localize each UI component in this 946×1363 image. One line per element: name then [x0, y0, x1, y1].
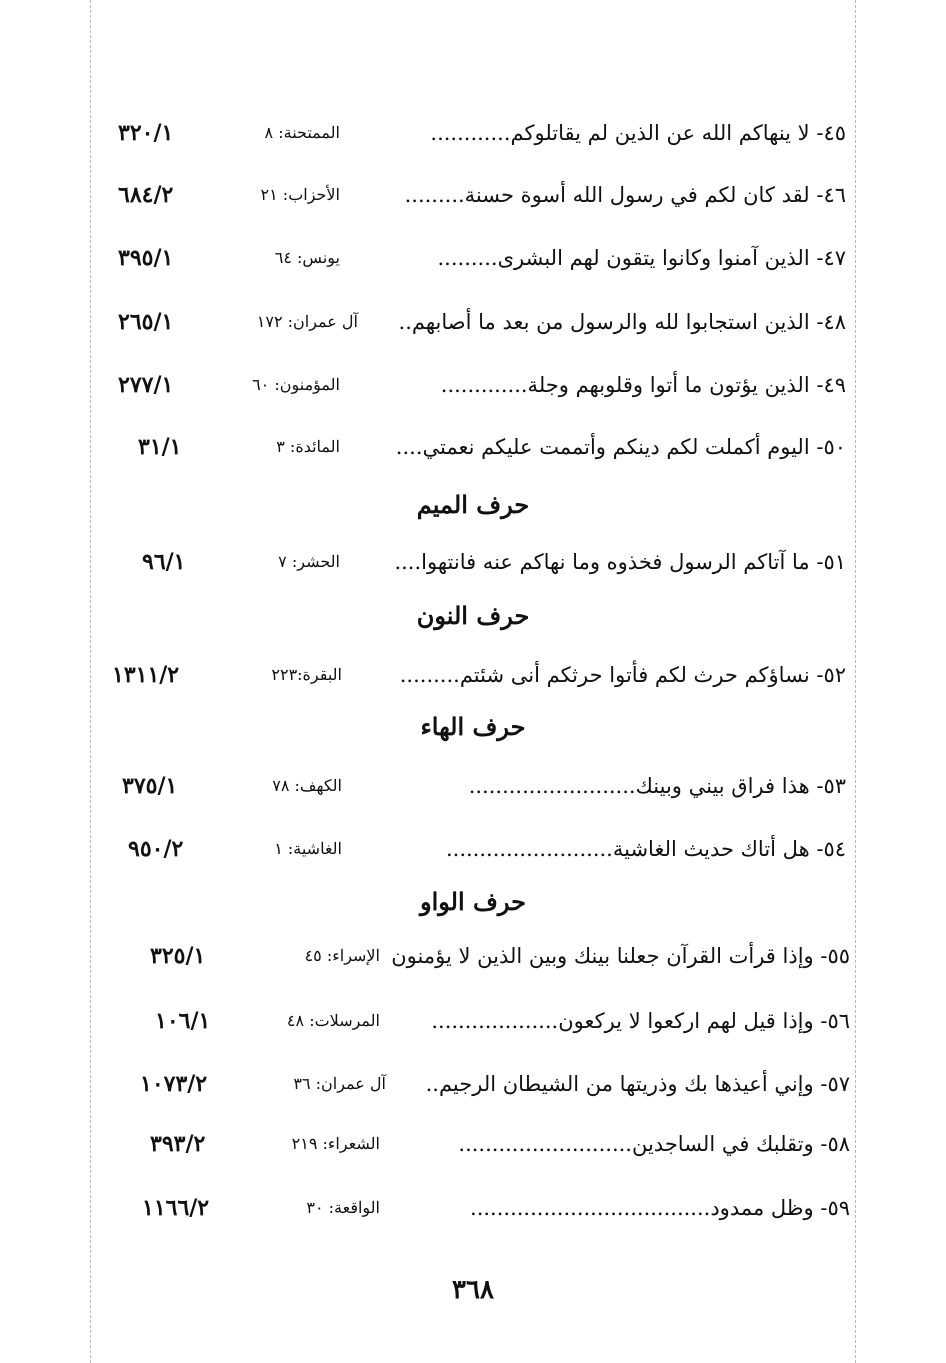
entry-text: ٤٥- لا ينهاكم الله عن الذين لم يقاتلوكم............: [430, 121, 846, 145]
entry-text: ٥٩- وظل ممدود....................................: [470, 1196, 850, 1220]
entry-text: ٤٦- لقد كان لكم في رسول الله أسوة حسنة.........: [404, 183, 846, 207]
entry-page: ٣٩٣/٢: [150, 1131, 206, 1157]
entry-reference: الإسراء: ٤٥: [304, 946, 380, 965]
entry-reference: الشعراء: ٢١٩: [291, 1134, 380, 1153]
entry-reference: المائدة: ٣: [276, 437, 340, 456]
entry-page: ٣١/١: [138, 434, 182, 460]
entry-reference: الكهف: ٧٨: [272, 776, 342, 795]
entry-text: ٥٥- وإذا قرأت القرآن جعلنا بينك وبين الذين لا يؤمنون: [391, 944, 850, 968]
index-entry: [0, 1188, 946, 1228]
entry-page: ٢٧٧/١: [118, 372, 174, 398]
index-entry: [0, 238, 946, 278]
entry-reference: يونس: ٦٤: [274, 248, 340, 267]
entry-page: ١٣١١/٢: [112, 662, 180, 688]
section-heading-ha: حرف الهاء: [420, 712, 526, 741]
entry-text: ٥٣- هذا فراق بيني وبينك.........................: [468, 774, 846, 798]
entry-text: ٥٦- وإذا قيل لهم اركعوا لا يركعون...................: [431, 1009, 850, 1033]
index-entry: [0, 427, 946, 467]
entry-reference: الممتحنة: ٨: [264, 123, 340, 142]
entry-text: ٥٤- هل أتاك حديث الغاشية.........................: [445, 837, 846, 861]
entry-reference: المرسلات: ٤٨: [286, 1011, 380, 1030]
entry-page: ٣٢٠/١: [118, 120, 174, 146]
index-entry: [0, 766, 946, 806]
page-number: ٣٦٨: [452, 1275, 494, 1305]
index-entry: [0, 175, 946, 215]
entry-text: ٥١- ما آتاكم الرسول فخذوه وما نهاكم عنه فانتهوا....: [394, 550, 846, 574]
entry-text: ٥٨- وتقلبك في الساجدين..........................: [458, 1132, 850, 1156]
entry-reference: الغاشية: ١: [274, 839, 342, 858]
section-heading-waw: حرف الواو: [420, 887, 526, 916]
entry-page: ٣٧٥/١: [122, 773, 178, 799]
index-entry: [0, 1064, 946, 1104]
entry-page: ١١٦٦/٢: [142, 1195, 210, 1221]
entry-reference: المؤمنون: ٦٠: [252, 375, 340, 394]
entry-page: ٢٦٥/١: [118, 309, 174, 335]
entry-page: ٩٦/١: [142, 549, 186, 575]
index-entry: [0, 829, 946, 869]
entry-page: ٣٩٥/١: [118, 245, 174, 271]
entry-page: ٦٨٤/٢: [118, 182, 174, 208]
entry-text: ٥٢- نساؤكم حرث لكم فأتوا حرثكم أنى شئتم.........: [399, 663, 846, 687]
section-heading-noon: حرف النون: [416, 601, 530, 630]
entry-page: ٩٥٠/٢: [128, 836, 184, 862]
entry-reference: الواقعة: ٣٠: [306, 1198, 380, 1217]
entry-text: ٥٧- وإني أعيذها بك وذريتها من الشيطان الرجيم..: [425, 1072, 850, 1096]
index-entry: [0, 1001, 946, 1041]
entry-reference: الحشر: ٧: [278, 552, 340, 571]
entry-text: ٤٩- الذين يؤتون ما أتوا وقلوبهم وجلة.............: [440, 373, 846, 397]
entry-text: ٤٨- الذين استجابوا لله والرسول من بعد ما أصابهم..: [398, 310, 846, 334]
entry-reference: الأحزاب: ٢١: [260, 185, 340, 204]
entry-reference: البقرة:٢٢٣: [271, 665, 342, 684]
index-entry: [0, 1124, 946, 1164]
entry-text: ٥٠- اليوم أكملت لكم دينكم وأتممت عليكم نعمتي....: [395, 435, 846, 459]
section-heading-meem: حرف الميم: [416, 490, 530, 519]
entry-reference: آل عمران: ٣٦: [293, 1074, 386, 1093]
index-entry: [0, 936, 946, 976]
index-entry: [0, 302, 946, 342]
index-entry: [0, 655, 946, 695]
index-entry: [0, 113, 946, 153]
index-entry: [0, 365, 946, 405]
index-entry: [0, 542, 946, 582]
entry-text: ٤٧- الذين آمنوا وكانوا يتقون لهم البشرى.........: [437, 246, 846, 270]
entry-page: ١٠٦/١: [155, 1008, 211, 1034]
entry-page: ١٠٧٣/٢: [140, 1071, 208, 1097]
entry-reference: آل عمران: ١٧٢: [256, 312, 358, 331]
entry-page: ٣٢٥/١: [150, 943, 206, 969]
